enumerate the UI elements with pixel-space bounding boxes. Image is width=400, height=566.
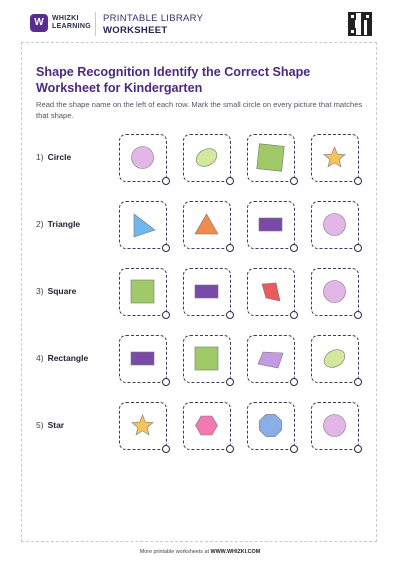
square-shape-icon [184, 336, 229, 381]
square-shape-icon [120, 269, 165, 314]
shape-card-rectangle [247, 201, 295, 249]
row-label-0 [36, 152, 71, 162]
shape-card-parallelogram [247, 335, 295, 383]
answer-circle-checkbox[interactable] [162, 378, 170, 386]
row-shape-name: Square [47, 286, 77, 296]
row-label-2 [36, 286, 76, 296]
rectangle-shape-icon [120, 336, 165, 381]
circle-shape-icon [312, 202, 357, 247]
answer-circle-checkbox[interactable] [290, 177, 298, 185]
shape-card-quadrilateral [247, 268, 295, 316]
shape-card-oval [183, 134, 231, 182]
circle-shape-icon [312, 269, 357, 314]
answer-circle-checkbox[interactable] [290, 244, 298, 252]
hexagon-shape-icon [184, 403, 229, 448]
row-number: 5) [36, 420, 44, 430]
answer-circle-checkbox[interactable] [226, 244, 234, 252]
shape-card-hexagon [183, 402, 231, 450]
answer-circle-checkbox[interactable] [162, 244, 170, 252]
answer-circle-checkbox[interactable] [162, 445, 170, 453]
answer-circle-checkbox[interactable] [354, 378, 362, 386]
answer-circle-checkbox[interactable] [226, 378, 234, 386]
triangle-shape-icon [184, 202, 229, 247]
rectangle-shape-icon [248, 202, 293, 247]
shape-card-rectangle [119, 335, 167, 383]
header [0, 0, 400, 44]
shape-card-oval [311, 335, 359, 383]
row-label-4 [36, 420, 64, 430]
answer-circle-checkbox[interactable] [162, 177, 170, 185]
shape-card-star [119, 402, 167, 450]
logo-line2: LEARNING [52, 23, 91, 30]
row-number: 4) [36, 353, 44, 363]
answer-circle-checkbox[interactable] [354, 311, 362, 319]
footer-prefix: More printable worksheets at [139, 549, 209, 555]
answer-circle-checkbox[interactable] [226, 177, 234, 185]
row-shape-name: Circle [47, 152, 72, 162]
answer-circle-checkbox[interactable] [226, 445, 234, 453]
shape-card-square [183, 335, 231, 383]
rectangle-shape-icon [184, 269, 229, 314]
shape-card-circle [311, 201, 359, 249]
square-rotated-shape-icon [248, 135, 293, 180]
shape-card-star [311, 134, 359, 182]
whizki-logo-icon[interactable]: W [30, 14, 48, 32]
shape-card-circle [311, 402, 359, 450]
footer [0, 549, 400, 555]
answer-circle-checkbox[interactable] [290, 378, 298, 386]
answer-circle-checkbox[interactable] [354, 177, 362, 185]
logo-text [52, 15, 91, 31]
shape-card-square [119, 268, 167, 316]
library-label: PRINTABLE LIBRARY [103, 13, 204, 24]
section-label: WORKSHEET [103, 25, 168, 36]
circle-shape-icon [120, 135, 165, 180]
row-label-1 [36, 219, 80, 229]
shape-card-triangle [183, 201, 231, 249]
star-shape-icon [312, 135, 357, 180]
page-title: Shape Recognition Identify the Correct Shape Worksheet for Kindergarten [36, 65, 311, 95]
quadrilateral-shape-icon [248, 269, 293, 314]
circle-shape-icon [312, 403, 357, 448]
shape-card-circle [119, 134, 167, 182]
footer-site-link[interactable]: WWW.WHIZKI.COM [210, 549, 261, 555]
instructions: Read the shape name on the left of each row. Mark the small circle on every picture that matches that shape. [36, 100, 363, 120]
logo-line1: WHIZKI [52, 15, 79, 22]
answer-circle-checkbox[interactable] [162, 311, 170, 319]
shape-card-triangle-right [119, 201, 167, 249]
parallelogram-shape-icon [248, 336, 293, 381]
oval-shape-icon [312, 336, 357, 381]
oval-shape-icon [184, 135, 229, 180]
row-shape-name: Star [47, 420, 65, 430]
octagon-shape-icon [248, 403, 293, 448]
answer-circle-checkbox[interactable] [354, 244, 362, 252]
shape-card-square-rotated [247, 134, 295, 182]
shape-card-rectangle [183, 268, 231, 316]
header-divider [95, 12, 96, 36]
row-number: 1) [36, 152, 44, 162]
shape-card-circle [311, 268, 359, 316]
row-label-3 [36, 353, 88, 363]
row-shape-name: Rectangle [47, 353, 89, 363]
row-shape-name: Triangle [47, 219, 81, 229]
answer-circle-checkbox[interactable] [226, 311, 234, 319]
answer-circle-checkbox[interactable] [354, 445, 362, 453]
row-number: 3) [36, 286, 44, 296]
row-number: 2) [36, 219, 44, 229]
qr-code-icon[interactable] [348, 12, 372, 36]
answer-circle-checkbox[interactable] [290, 445, 298, 453]
star-shape-icon [120, 403, 165, 448]
answer-circle-checkbox[interactable] [290, 311, 298, 319]
triangle-right-shape-icon [120, 202, 165, 247]
shape-card-octagon [247, 402, 295, 450]
